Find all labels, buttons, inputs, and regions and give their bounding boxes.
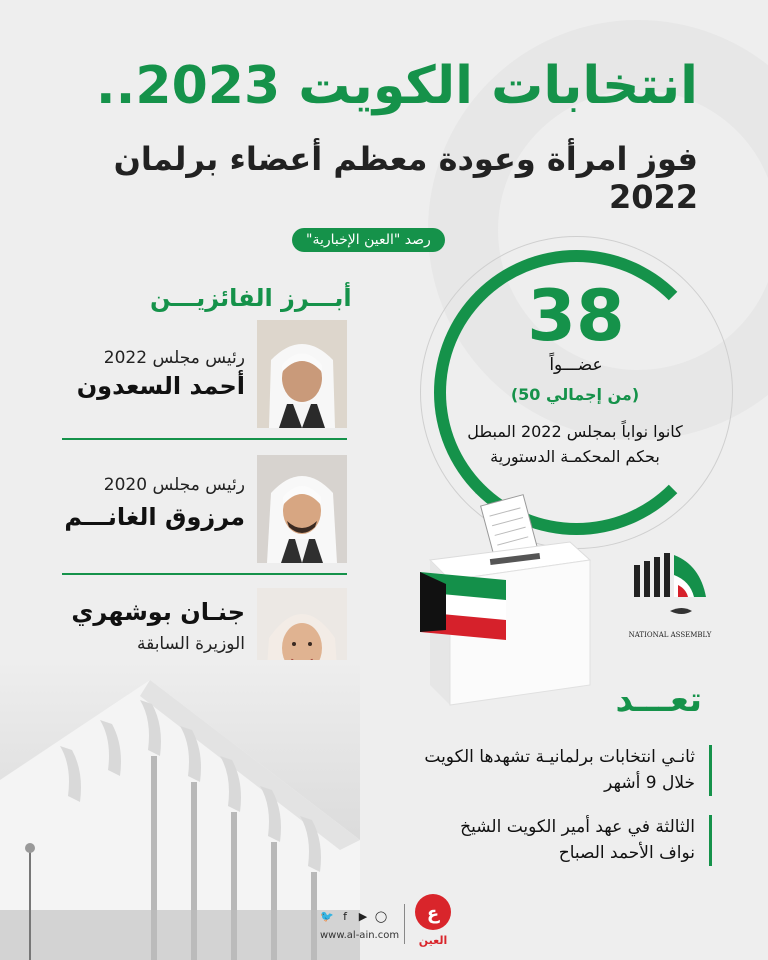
stat-description: كانوا نواباً بمجلس 2022 المبطل بحكم المحكمـة الدستورية bbox=[467, 422, 683, 466]
winner-card bbox=[62, 320, 347, 440]
al-ain-logo bbox=[410, 890, 456, 950]
winner-card bbox=[62, 455, 347, 575]
winner-photo bbox=[257, 320, 347, 428]
winner-role: رئيس مجلس 2022 bbox=[103, 348, 245, 368]
winner-name: مرزوق الغانـــم bbox=[64, 503, 245, 531]
stat-of-total: (من إجمالي 50) bbox=[510, 385, 640, 404]
winner-name: أحمد السعدون bbox=[76, 372, 245, 400]
facts-heading: تعـــد bbox=[615, 680, 702, 720]
fact-item: الثالثة في عهد أمير الكويت الشيخ نواف الأحمد الصباح bbox=[422, 815, 712, 866]
svg-text:ع: ع bbox=[426, 903, 440, 924]
parliament-building-illustration bbox=[0, 660, 360, 960]
winner-name: جنـان بوشهري bbox=[71, 598, 245, 626]
social-icons bbox=[320, 910, 388, 924]
winner-photo bbox=[257, 455, 347, 563]
assembly-caption: NATIONAL ASSEMBLY bbox=[628, 631, 712, 639]
facebook-icon[interactable]: f bbox=[343, 910, 347, 923]
website-url[interactable]: www.al-ain.com bbox=[320, 930, 400, 941]
fact-item: ثانـي انتخابات برلمانيـة تشهدها الكويت خلال 9 أشهر bbox=[422, 745, 712, 796]
source-label: رصد "العين الإخبارية" bbox=[292, 228, 445, 252]
twitter-icon[interactable]: 🐦 bbox=[320, 910, 334, 923]
footer-divider bbox=[404, 904, 405, 944]
brand-name: العين bbox=[418, 934, 448, 947]
page-subtitle: فوز امرأة وعودة معظم أعضاء برلمان 2022 bbox=[113, 140, 698, 216]
ballot-box-illustration bbox=[420, 490, 600, 710]
instagram-icon[interactable]: ◯ bbox=[374, 910, 388, 923]
stat-number: 38 bbox=[527, 275, 625, 357]
stat-unit: عضـــواً bbox=[549, 355, 603, 375]
winner-role: رئيس مجلس 2020 bbox=[103, 475, 245, 495]
winners-heading: أبـــرز الفائزيـــن bbox=[150, 284, 352, 312]
youtube-icon[interactable]: ▶ bbox=[358, 910, 368, 923]
winner-role: الوزيرة السابقة bbox=[136, 634, 245, 654]
national-assembly-logo bbox=[620, 545, 720, 645]
page-title: انتخابات الكويت 2023.. bbox=[95, 56, 698, 116]
